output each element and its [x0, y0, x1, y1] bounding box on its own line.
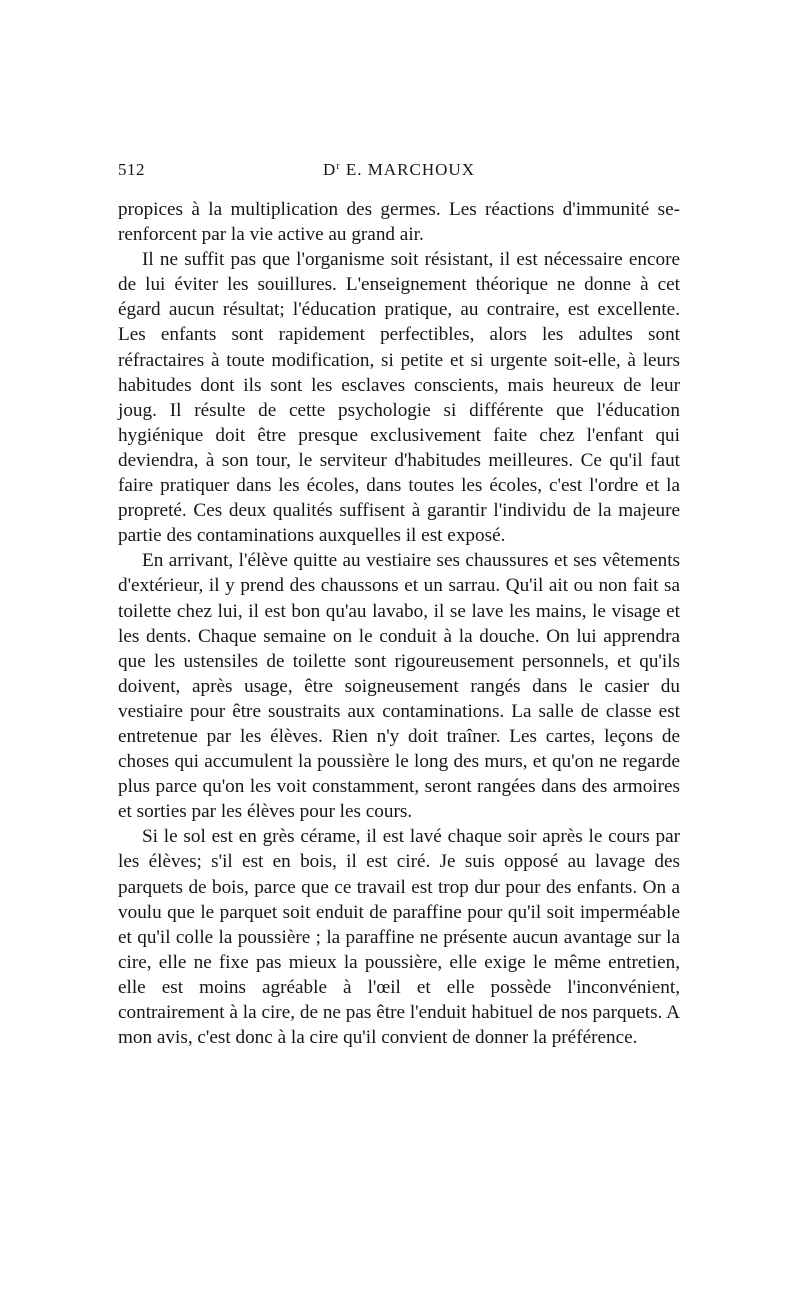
page-number: 512 [118, 160, 145, 179]
body-text [118, 197, 680, 1050]
author-header [118, 160, 680, 180]
paragraph-continued: propices à la multiplication des germes. Les réactions d'immunité se-renforcent par la vie active au grand air. [118, 199, 680, 246]
running-head [118, 160, 680, 186]
paragraph: Si le sol est en grès cérame, il est lavé chaque soir après le cours par les élèves; s'il est en bois, il est ciré. Je suis opposé au lavage des parquets de bois, parce que ce travail est trop dur pour des enfants. On a voulu que le parquet soit enduit de paraffine pour qu'il soit imperméable et qu'il colle la poussière ; la paraffine ne présente aucun avantage sur la cire, elle ne fixe pas mieux la poussière, elle exige le même entretien, elle est moins agréable à l'œil et elle possède l'inconvénient, contrairement à la cire, de ne pas être l'enduit habituel de nos parquets. A mon avis, c'est donc à la cire qu'il convient de donner la préférence. [118, 826, 680, 1049]
author-superscript: r [336, 161, 341, 172]
author-name: E. MARCHOUX [345, 160, 475, 179]
book-page [118, 160, 680, 1050]
author-prefix: D [323, 160, 337, 179]
paragraph: En arrivant, l'élève quitte au vestiaire ses chaussures et ses vêtements d'extérieur, il y prend des chaussons et un sarrau. Qu'il ait ou non fait sa toilette chez lui, il est bon qu'au lavabo, il se lave les mains, le visage et les dents. Chaque semaine on le conduit à la douche. On lui apprendra que les ustensiles de toilette sont rigoureusement personnels, et qu'ils doivent, après usage, être soigneusement rangés dans le casier du vestiaire pour être soustraits aux contaminations. La salle de classe est entretenue par les élèves. Rien n'y doit traîner. Les cartes, leçons de choses qui accumulent la poussière le long des murs, et qu'on ne regarde plus parce qu'on les voit constamment, seront rangées dans des armoires et sorties par les élèves pour les cours. [118, 550, 680, 823]
paragraph: Il ne suffit pas que l'organisme soit résistant, il est nécessaire encore de lui éviter les souillures. L'enseignement théorique ne donne à cet égard aucun résultat; l'éducation pratique, au contraire, est excellente. Les enfants sont rapidement perfectibles, alors les adultes sont réfractaires à toute modification, si petite et si urgente soit-elle, à leurs habitudes dont ils sont les esclaves conscients, mais heureux de leur joug. Il résulte de cette psychologie si différente que l'éducation hygiénique doit être presque exclusivement faite chez l'enfant qui deviendra, à son tour, le serviteur d'habitudes meilleures. Ce qu'il faut faire pratiquer dans les écoles, dans toutes les écoles, c'est l'ordre et la propreté. Ces deux qualités suffisent à garantir l'individu de la majeure partie des contaminations auxquelles il est exposé. [118, 249, 680, 547]
